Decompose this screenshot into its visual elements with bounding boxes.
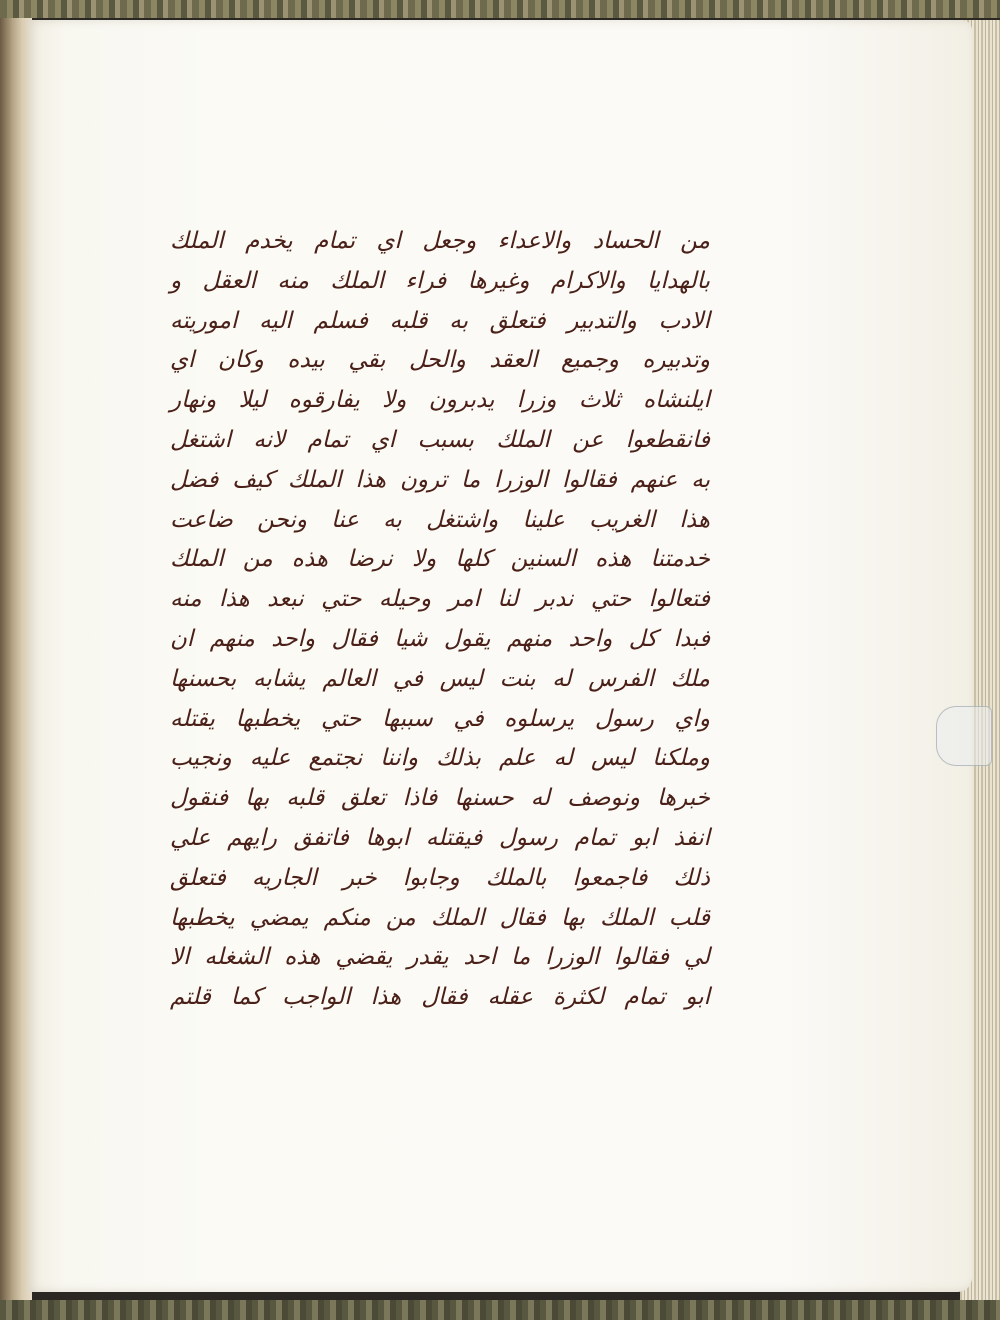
- manuscript-line: انفذ ابو تمام رسول فيقتله ابوها فاتفق رايهم علي: [170, 824, 710, 851]
- manuscript-line: هذا الغريب علينا واشتغل به عنا ونحن ضاعت: [170, 506, 710, 533]
- manuscript-line: فتعالوا حتي ندبر لنا امر وحيله حتي نبعد هذا منه: [170, 586, 710, 613]
- transparent-page-tab: [936, 706, 992, 766]
- manuscript-line: بالهدايا والاكرام وغيرها فراء الملك منه العقل و: [170, 267, 710, 294]
- top-binding-edge: [0, 0, 1000, 18]
- manuscript-line: وتدبيره وجميع العقد والحل بقي بيده وكان اي: [170, 347, 710, 374]
- manuscript-line: واي رسول يرسلوه في سببها حتي يخطبها يقتله: [170, 705, 710, 732]
- bottom-binding-edge: [0, 1300, 1000, 1320]
- manuscript-line: فبدا كل واحد منهم يقول شيا فقال واحد منهم ان: [170, 625, 710, 652]
- manuscript-line: من الحساد والاعداء وجعل اي تمام يخدم الملك: [170, 228, 710, 254]
- manuscript-line: قلب الملك بها فقال الملك من منكم يمضي يخطبها: [170, 904, 710, 931]
- manuscript-line: لي فقالوا الوزرا ما احد يقدر يقضي هذه الشغله الا: [170, 944, 710, 971]
- manuscript-line: فانقطعوا عن الملك بسبب اي تمام لانه اشتغل: [170, 426, 710, 453]
- manuscript-line: ايلنشاه ثلاث وزرا يدبرون ولا يفارقوه ليلا ونهار: [170, 387, 710, 414]
- manuscript-text-block: [170, 222, 710, 1011]
- manuscript-line: الادب والتدبير فتعلق به قلبه فسلم اليه اموريته: [170, 307, 710, 334]
- manuscript-line: ذلك فاجمعوا بالملك وجابوا خبر الجاريه فتعلق: [170, 864, 710, 891]
- manuscript-line: خدمتنا هذه السنين كلها ولا نرضا هذه من الملك: [170, 546, 710, 573]
- manuscript-line: وملكنا ليس له علم بذلك واننا نجتمع عليه ونجيب: [170, 745, 710, 772]
- manuscript-line: ملك الفرس له بنت ليس في العالم يشابه بحسنها: [170, 665, 710, 692]
- manuscript-line: خبرها ونوصف له حسنها فاذا تعلق قلبه بها فنقول: [170, 785, 710, 812]
- manuscript-line: ابو تمام لكثرة عقله فقال هذا الواجب كما قلتم: [170, 984, 710, 1011]
- manuscript-line: به عنهم فقالوا الوزرا ما ترون هذا الملك كيف فضل: [170, 466, 710, 493]
